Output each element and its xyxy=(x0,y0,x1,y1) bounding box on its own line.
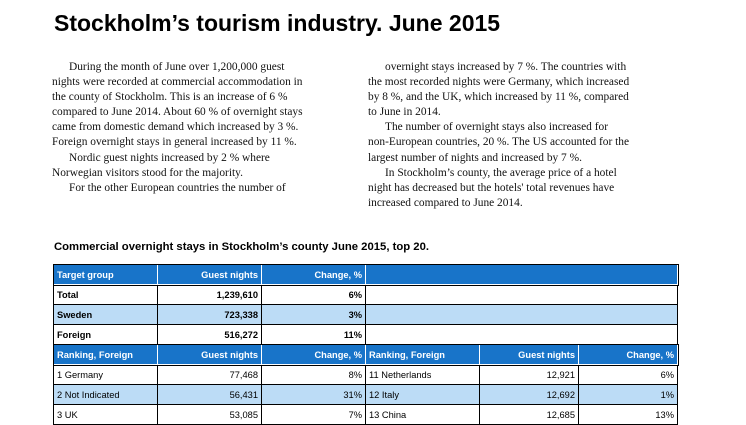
paragraph: overnight stays increased by 7 %. The countries with the most recorded nights were Germany, which increased by 8 %, and the UK, which increased by 11 %, compared to June in 2014. xyxy=(368,61,630,119)
table-caption: Commercial overnight stays in Stockholm’s county June 2015, top 20. xyxy=(54,241,429,253)
table-row xyxy=(54,325,678,345)
article-column-left xyxy=(52,60,314,196)
table-cell: 56,431 xyxy=(158,385,262,405)
table-row xyxy=(54,385,678,405)
table-cell: 31% xyxy=(262,385,366,405)
page-title: Stockholm’s tourism industry. June 2015 xyxy=(54,10,501,36)
table-row xyxy=(54,305,678,325)
paragraph: During the month of June over 1,200,000 guest nights were recorded at commercial accommodation in the county of Stockholm. This is an increase of 6 % compared to June 2014. About 60 % of overnight stays came from domestic demand which increased by 3 %. Foreign overnight stays in general increased by 11 %. xyxy=(52,61,303,149)
header-cell: Change, % xyxy=(579,345,678,365)
overnight-stays-table xyxy=(53,264,678,425)
summary-header-row xyxy=(54,265,678,285)
header-cell: Guest nights xyxy=(158,265,262,285)
paragraph: In Stockholm’s county, the average price of a hotel night has decreased but the hotels' total revenues have increased compared to June 2014. xyxy=(368,166,617,209)
table-cell: 516,272 xyxy=(158,325,262,345)
table-cell: 12 Italy xyxy=(366,385,480,405)
table-cell: 3 UK xyxy=(54,405,158,425)
table-row xyxy=(54,285,678,305)
ranking-header-row xyxy=(54,345,678,365)
table-cell: 12,692 xyxy=(480,385,579,405)
table-cell: 12,921 xyxy=(480,365,579,385)
table-cell: 53,085 xyxy=(158,405,262,425)
table-cell-empty xyxy=(366,325,678,345)
table-cell: 11 Netherlands xyxy=(366,365,480,385)
table-cell: 8% xyxy=(262,365,366,385)
header-cell: Guest nights xyxy=(480,345,579,365)
table-cell: 2 Not Indicated xyxy=(54,385,158,405)
table-cell: 6% xyxy=(262,285,366,305)
header-cell: Change, % xyxy=(262,345,366,365)
table-cell: Total xyxy=(54,285,158,305)
header-cell: Target group xyxy=(54,265,158,285)
header-cell-empty xyxy=(366,265,678,285)
table-cell: 1 Germany xyxy=(54,365,158,385)
table-cell: 77,468 xyxy=(158,365,262,385)
article-column-right xyxy=(368,60,630,211)
table-cell: 12,685 xyxy=(480,405,579,425)
header-cell: Ranking, Foreign xyxy=(366,345,480,365)
table-cell: 6% xyxy=(579,365,678,385)
header-cell: Ranking, Foreign xyxy=(54,345,158,365)
table-cell-empty xyxy=(366,305,678,325)
table-cell: 723,338 xyxy=(158,305,262,325)
header-cell: Change, % xyxy=(262,265,366,285)
table-cell: 1% xyxy=(579,385,678,405)
table-cell: 11% xyxy=(262,325,366,345)
paragraph: The number of overnight stays also increased for non-European countries, 20 %. The US accounted for the largest number of nights and increased by 7 %. xyxy=(368,121,630,164)
table-cell: 1,239,610 xyxy=(158,285,262,305)
table-cell: 13% xyxy=(579,405,678,425)
paragraph: Nordic guest nights increased by 2 % where Norwegian visitors stood for the majority. xyxy=(52,151,270,179)
table-cell: Foreign xyxy=(54,325,158,345)
table-row xyxy=(54,405,678,425)
table-cell-empty xyxy=(366,285,678,305)
table-cell: 13 China xyxy=(366,405,480,425)
table-cell: 3% xyxy=(262,305,366,325)
header-cell: Guest nights xyxy=(158,345,262,365)
paragraph: For the other European countries the number of xyxy=(69,181,286,194)
table-cell: Sweden xyxy=(54,305,158,325)
table-row xyxy=(54,365,678,385)
table-cell: 7% xyxy=(262,405,366,425)
